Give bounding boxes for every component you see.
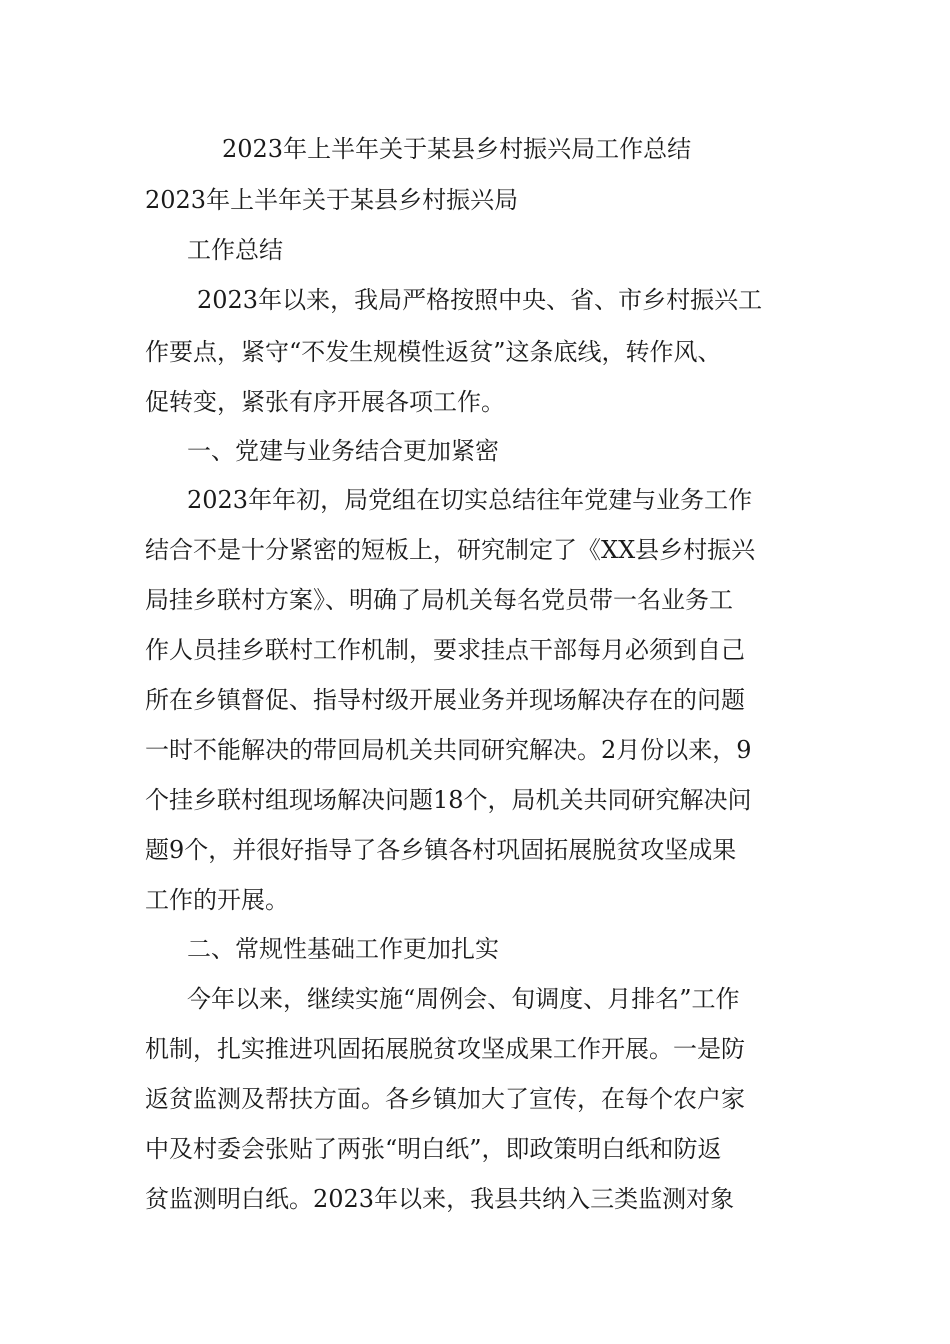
subtitle-line-2: 工作总结 (187, 236, 283, 264)
section-1-line: 个挂乡联村组现场解决问题18个，局机关共同研究解决问 (145, 786, 752, 814)
intro-line: 促转变，紧张有序开展各项工作。 (145, 388, 505, 416)
intro-line: 2023年以来，我局严格按照中央、省、市乡村振兴工 (197, 286, 763, 314)
section-1-heading: 一、党建与业务结合更加紧密 (187, 437, 499, 465)
section-1-line: 2023年年初，局党组在切实总结往年党建与业务工作 (187, 486, 753, 514)
section-1-line: 局挂乡联村方案》、明确了局机关每名党员带一名业务工 (145, 586, 733, 614)
section-1-line: 所在乡镇督促、指导村级开展业务并现场解决存在的问题 (145, 686, 745, 714)
section-1-line: 一时不能解决的带回局机关共同研究解决。2月份以来，9 (145, 736, 752, 764)
section-2-line: 今年以来，继续实施“周例会、旬调度、月排名”工作 (187, 985, 740, 1013)
section-2-line: 贫监测明白纸。2023年以来，我县共纳入三类监测对象 (145, 1185, 735, 1213)
section-2-line: 机制，扎实推进巩固拓展脱贫攻坚成果工作开展。一是防 (145, 1035, 745, 1063)
section-2-line: 中及村委会张贴了两张“明白纸”，即政策明白纸和防返 (145, 1135, 722, 1163)
section-2-line: 返贫监测及帮扶方面。各乡镇加大了宣传，在每个农户家 (145, 1085, 745, 1113)
section-1-line: 工作的开展。 (145, 886, 289, 914)
section-1-line: 题9个，并很好指导了各乡镇各村巩固拓展脱贫攻坚成果 (145, 836, 737, 864)
subtitle-line-1: 2023年上半年关于某县乡村振兴局 (145, 186, 519, 214)
document-title: 2023年上半年关于某县乡村振兴局工作总结 (222, 135, 692, 163)
section-1-line: 作人员挂乡联村工作机制，要求挂点干部每月必须到自己 (145, 636, 745, 664)
section-2-heading: 二、常规性基础工作更加扎实 (187, 935, 499, 963)
intro-line: 作要点，紧守“不发生规模性返贫”这条底线，转作风、 (145, 338, 722, 366)
section-1-line: 结合不是十分紧密的短板上，研究制定了《XX县乡村振兴 (145, 536, 756, 564)
